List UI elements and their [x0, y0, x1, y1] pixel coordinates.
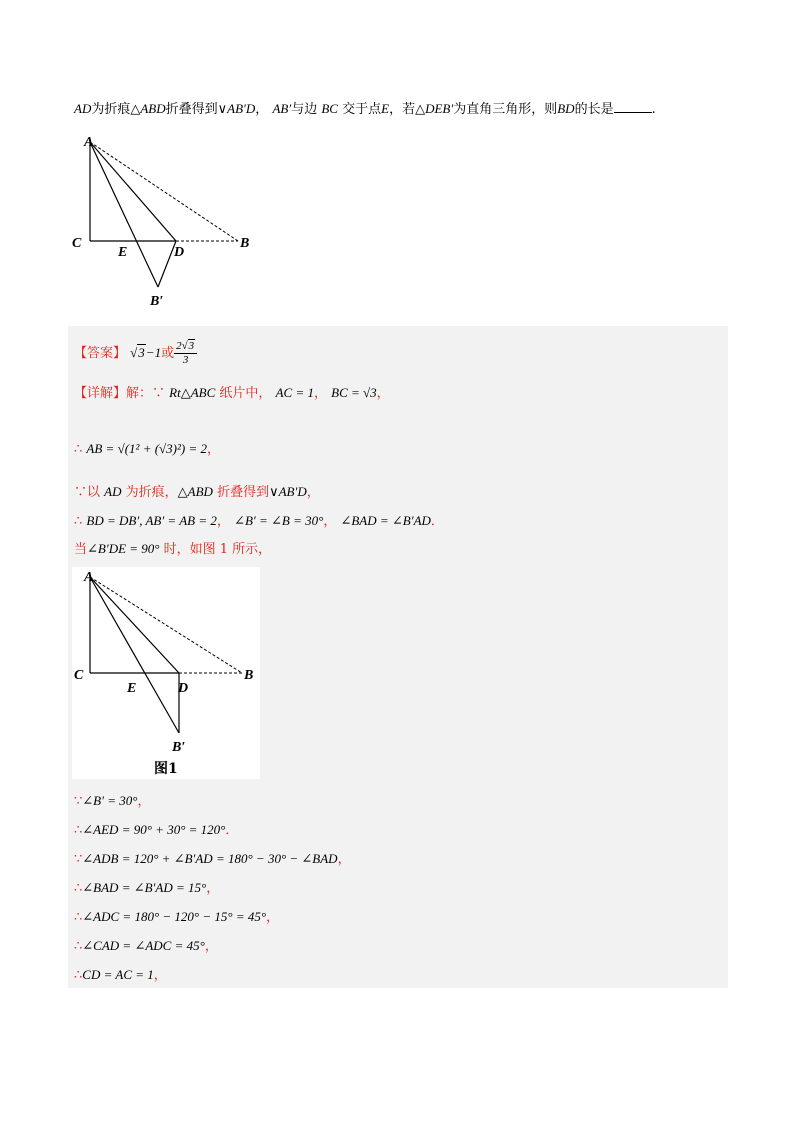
step-7 — [74, 966, 167, 985]
label-d: D — [174, 245, 185, 260]
segment-ad — [90, 142, 176, 241]
detail-seg: 解：∵ — [126, 386, 166, 401]
detail-seg: Rt△ABC — [169, 385, 216, 400]
detail-line-5 — [74, 540, 271, 559]
step-symbol: ∵ — [74, 852, 83, 867]
problem-seg: 与边 — [291, 102, 318, 117]
step-3 — [74, 850, 351, 869]
step-2 — [74, 821, 238, 840]
detail-seg: AB = √(1² + (√3)²) = 2 — [86, 441, 208, 456]
step-math: ∠B′ = 30° — [82, 793, 138, 808]
detail-seg: ∠B′ = ∠B = 30° — [234, 513, 324, 528]
step-math: ∠ADB = 120° + ∠B′AD = 180° − 30° − ∠BAD — [82, 851, 338, 866]
detail-seg: ， — [376, 386, 390, 401]
detail-seg: △ABD — [177, 484, 213, 499]
problem-seg: 交于点 — [342, 102, 382, 117]
step-math: CD = AC = 1 — [82, 967, 154, 982]
problem-seg: AB′ — [272, 101, 292, 116]
answer-or: 或 — [161, 346, 175, 361]
fig1-label-c: C — [74, 668, 84, 683]
problem-seg: △DEB′ — [415, 101, 454, 116]
figure-1 — [72, 567, 260, 779]
detail-seg: ∴ — [74, 442, 83, 457]
detail-seg: ， — [207, 442, 221, 457]
problem-seg: 为直角三角形，则 — [453, 102, 558, 117]
problem-text — [74, 100, 656, 119]
detail-seg: ， — [313, 386, 327, 401]
step-punct: ． — [225, 823, 239, 838]
fig1-label-b-prime: B′ — [172, 740, 186, 755]
label-a: A — [84, 135, 94, 150]
detail-label: 【详解】 — [74, 386, 127, 401]
detail-seg: ， — [216, 514, 230, 529]
problem-seg: BD — [557, 101, 575, 116]
step-punct: ， — [266, 910, 280, 925]
step-punct: ， — [137, 794, 151, 809]
detail-seg: AC = 1 — [275, 385, 314, 400]
problem-seg: 折叠得到 — [165, 102, 218, 117]
segment-ab-prime — [90, 142, 158, 287]
step-punct: ， — [206, 881, 220, 896]
detail-seg: ∨AB′D — [269, 484, 307, 499]
answer-label: 【答案】 — [74, 346, 127, 361]
detail-seg: 当 — [74, 542, 88, 557]
answer-value-1: √3−1 — [130, 345, 162, 360]
problem-seg: △ABD — [130, 101, 166, 116]
problem-seg: ∨AB′D — [217, 101, 256, 116]
fig1-segment-ad — [90, 577, 179, 673]
detail-seg: ， — [323, 514, 337, 529]
detail-seg: AD — [104, 484, 122, 499]
step-symbol: ∴ — [74, 968, 83, 983]
answer-line — [74, 340, 197, 364]
step-punct: ， — [204, 939, 218, 954]
label-e: E — [118, 245, 128, 260]
fig1-label-e: E — [127, 681, 137, 696]
fig1-caption: 图1 — [154, 761, 178, 777]
problem-seg: AD — [74, 101, 92, 116]
problem-seg: E — [381, 101, 390, 116]
step-5 — [74, 908, 279, 927]
fig1-label-d: D — [178, 681, 189, 696]
step-symbol: ∵ — [74, 794, 83, 809]
step-punct: ， — [337, 852, 351, 867]
step-symbol: ∴ — [74, 910, 83, 925]
segment-ab — [90, 142, 238, 241]
detail-seg: 纸片中， — [219, 386, 272, 401]
problem-seg: 的长是 — [574, 102, 614, 117]
detail-line-3 — [74, 483, 320, 502]
detail-seg: 时，如图 1 所示， — [163, 542, 272, 557]
problem-seg: BC — [321, 101, 338, 116]
problem-seg: . — [651, 102, 656, 117]
fig1-label-b: B — [244, 668, 254, 683]
step-math: ∠BAD = ∠B′AD = 15° — [82, 880, 207, 895]
problem-seg: ，若 — [389, 102, 416, 117]
answer-blank — [614, 100, 652, 113]
step-4 — [74, 879, 219, 898]
detail-line-4 — [74, 512, 444, 531]
detail-seg: ． — [430, 514, 444, 529]
step-symbol: ∴ — [74, 939, 83, 954]
step-symbol: ∴ — [74, 881, 83, 896]
label-b-prime: B′ — [150, 294, 164, 309]
step-symbol: ∴ — [74, 823, 83, 838]
problem-seg: ， — [255, 102, 269, 117]
step-math: ∠CAD = ∠ADC = 45° — [82, 938, 205, 953]
fig1-label-a: A — [84, 570, 94, 585]
detail-seg: 为折痕， — [125, 485, 178, 500]
detail-seg: BC = √3 — [331, 385, 377, 400]
problem-seg: 为折痕 — [91, 102, 131, 117]
detail-seg: ∵以 — [74, 485, 101, 500]
answer-fraction: $\frac{2√3}{3}$ — [174, 340, 197, 367]
detail-seg: ∠BAD = ∠B′AD — [340, 513, 431, 528]
detail-seg: ， — [306, 485, 320, 500]
step-math: ∠AED = 90° + 30° = 120° — [82, 822, 226, 837]
problem-figure — [70, 132, 270, 312]
detail-line-1 — [74, 384, 390, 403]
step-math: ∠ADC = 180° − 120° − 15° = 45° — [82, 909, 267, 924]
fig1-segment-ab-prime — [90, 577, 179, 733]
detail-seg: ∠B′DE = 90° — [87, 541, 160, 556]
detail-seg: BD = DB′, AB′ = AB = 2 — [86, 513, 217, 528]
step-6 — [74, 937, 218, 956]
detail-seg: ∴ — [74, 514, 83, 529]
detail-line-2 — [74, 440, 220, 459]
label-b: B — [240, 236, 250, 251]
step-1 — [74, 792, 150, 811]
detail-seg: 折叠得到 — [217, 485, 270, 500]
label-c: C — [72, 236, 82, 251]
step-punct: ， — [153, 968, 167, 983]
